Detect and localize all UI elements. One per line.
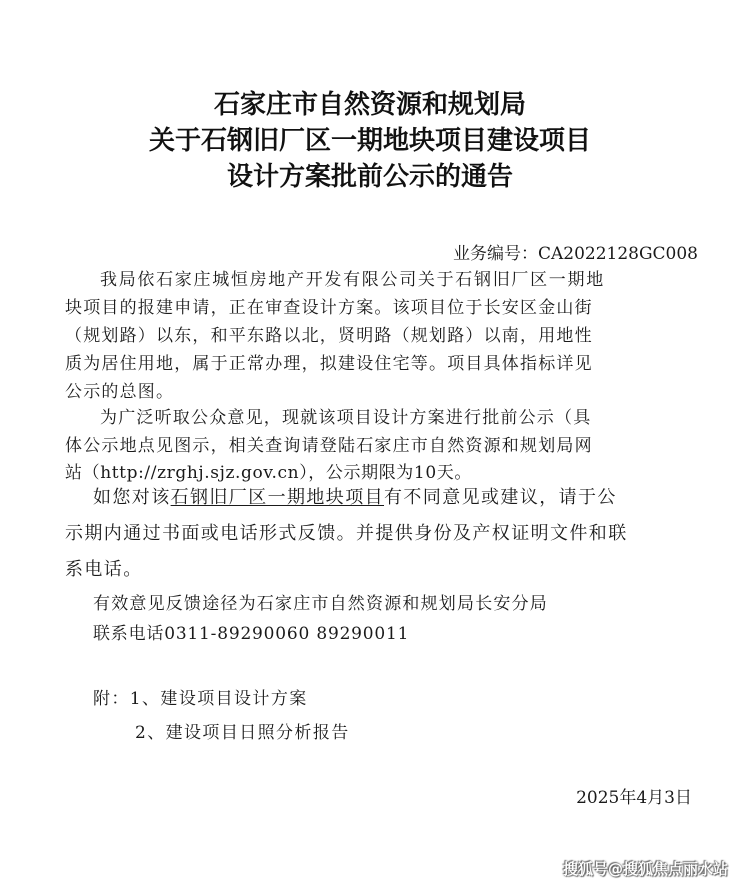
feedback-channel: 有效意见反馈途径为石家庄市自然资源和规划局长安分局 bbox=[93, 594, 548, 614]
title-line-1: 石家庄市自然资源和规划局 bbox=[213, 90, 526, 120]
paragraph-line: （规划路）以东，和平东路以北，贤明路（规划路）以南，用地性 bbox=[65, 326, 593, 346]
paragraph-line: 体公示地点见图示，相关查询请登陆石家庄市自然资源和规划局网 bbox=[65, 436, 593, 456]
source-watermark: 搜狐号@搜狐焦点丽水站 bbox=[562, 860, 728, 878]
paragraph-line: 示期内通过书面或电话形式反馈。并提供身份及产权证明文件和联 bbox=[65, 523, 628, 544]
paragraph-line: 站（http://zrghj.sjz.gov.cn），公示期限为10天。 bbox=[65, 463, 472, 483]
paragraph-line bbox=[93, 487, 617, 509]
text-segment: 如您对该 bbox=[93, 487, 171, 508]
business-serial-number: 业务编号：CA2022128GC008 bbox=[452, 244, 698, 264]
paragraph-line: 系电话。 bbox=[65, 559, 143, 580]
paragraph-line: 块项目的报建申请，正在审查设计方案。该项目位于长安区金山街 bbox=[65, 298, 593, 318]
attachment-item: 附：1、建设项目设计方案 bbox=[93, 689, 308, 709]
issue-date: 2025年4月3日 bbox=[576, 788, 692, 808]
paragraph-line: 为广泛听取公众意见，现就该项目设计方案进行批前公示（具 bbox=[100, 408, 592, 428]
attachment-item: 2、建设项目日照分析报告 bbox=[135, 723, 350, 743]
paragraph-line: 我局依石家庄城恒房地产开发有限公司关于石钢旧厂区一期地 bbox=[100, 270, 605, 290]
title-line-3: 设计方案批前公示的通告 bbox=[226, 162, 513, 192]
title-line-2: 关于石钢旧厂区一期地块项目建设项目 bbox=[148, 126, 591, 156]
contact-phone: 联系电话0311-89290060 89290011 bbox=[93, 624, 410, 644]
text-segment: 有不同意见或建议，请于公 bbox=[384, 487, 617, 508]
paragraph-line: 质为居住用地，属于正常办理，拟建设住宅等。项目具体指标详见 bbox=[65, 354, 593, 374]
paragraph-line: 公示的总图。 bbox=[65, 382, 175, 402]
project-name-underlined: 石钢旧厂区一期地块项目 bbox=[170, 487, 385, 508]
